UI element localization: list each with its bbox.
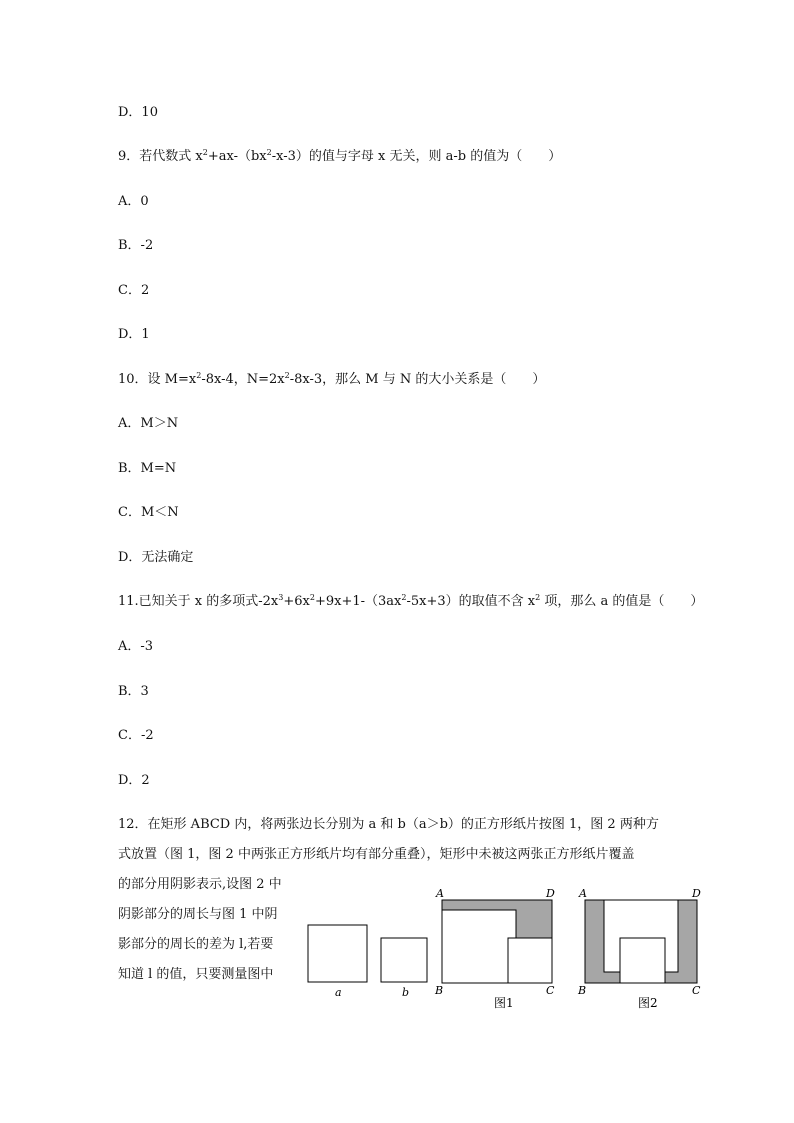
q10-option-c: C．M＜N xyxy=(118,505,179,520)
q10-option-d: D．无法确定 xyxy=(118,550,194,565)
q10-stem-part: -8x-3，那么 M 与 N 的大小关系是（ ） xyxy=(289,372,546,387)
q9-stem-part: 9．若代数式 x xyxy=(118,149,203,164)
fig1-square-a xyxy=(442,910,516,983)
q9-sup: 2 xyxy=(202,148,208,157)
fig1-vertex-b: B xyxy=(435,984,444,997)
q12-line: 12．在矩形 ABCD 内，将两张边长分别为 a 和 b（a＞b）的正方形纸片按图 1，图 2 两种方 xyxy=(118,817,659,832)
q12-line: 的部分用阴影表示,设图 2 中 xyxy=(118,877,282,892)
fig2-caption: 图2 xyxy=(638,996,658,1010)
q12-line: 影部分的周长的差为 l,若要 xyxy=(118,937,274,952)
q11-stem-part: 11.已知关于 x 的多项式-2x xyxy=(118,594,279,609)
label-a: a xyxy=(335,986,342,999)
q9-sup: 2 xyxy=(266,148,272,157)
q10-option-b: B．M=N xyxy=(118,461,177,476)
q10-stem-part: -8x-4，N=2x xyxy=(201,372,285,387)
q10-sup: 2 xyxy=(196,371,202,380)
label-b: b xyxy=(402,986,410,999)
square-a xyxy=(308,925,367,982)
figure-1 xyxy=(434,887,555,1010)
q12-line: 阴影部分的周长与图 1 中阴 xyxy=(118,907,278,922)
q9-option-b: B．-2 xyxy=(118,238,154,253)
fig2-vertex-c: C xyxy=(692,984,701,997)
q9-option-c: C．2 xyxy=(118,283,150,298)
q12-line: 知道 l 的值，只要测量图中 xyxy=(118,967,274,982)
q9-stem xyxy=(118,148,561,166)
square-b xyxy=(381,938,427,982)
q11-option-b: B．3 xyxy=(118,684,149,699)
figure-2 xyxy=(577,887,701,1010)
fig2-square-b xyxy=(620,938,665,983)
fig1-vertex-d: D xyxy=(546,887,555,900)
fig1-vertex-c: C xyxy=(546,984,555,997)
q12-paragraph-side xyxy=(118,870,300,990)
q11-stem-part: +6x xyxy=(283,594,310,609)
q10-sup: 2 xyxy=(284,371,290,380)
q9-option-a: A．0 xyxy=(118,194,149,209)
q11-option-a: A．-3 xyxy=(118,639,154,654)
q12-line: 式放置（图 1，图 2 中两张正方形纸片均有部分重叠），矩形中未被这两张正方形纸片覆盖 xyxy=(118,847,635,862)
q11-stem-part: -5x+3）的取值不含 x xyxy=(406,594,536,609)
q9-option-d: D．1 xyxy=(118,327,150,342)
q11-stem-part: 项，那么 a 的值是（ ） xyxy=(540,594,704,609)
q11-sup: 2 xyxy=(401,593,407,602)
q11-option-c: C．-2 xyxy=(118,728,154,743)
fig2-vertex-b: B xyxy=(578,984,587,997)
fig2-vertex-d: D xyxy=(692,887,701,900)
q10-stem-part: 10．设 M=x xyxy=(118,372,197,387)
q11-sup: 3 xyxy=(278,593,284,602)
q9-stem-part: +ax-（bx xyxy=(207,149,267,164)
q11-option-d: D．2 xyxy=(118,773,150,788)
q11-stem-part: +9x+1-（3ax xyxy=(314,594,402,609)
fig2-vertex-a: A xyxy=(579,887,587,900)
q10-stem xyxy=(118,371,545,389)
q11-stem xyxy=(118,593,703,611)
q8-option-d: D．10 xyxy=(118,105,158,120)
q10-option-a: A．M＞N xyxy=(118,416,179,431)
q11-sup: 2 xyxy=(535,593,541,602)
rectangle-squares-figure xyxy=(300,880,720,1020)
q9-stem-part: -x-3）的值与字母 x 无关，则 a-b 的值为（ ） xyxy=(271,149,562,164)
fig1-vertex-a: A xyxy=(436,887,444,900)
q12-paragraph xyxy=(118,810,698,870)
fig1-caption: 图1 xyxy=(494,996,514,1010)
q11-sup: 2 xyxy=(309,593,315,602)
fig1-square-b xyxy=(508,938,552,983)
